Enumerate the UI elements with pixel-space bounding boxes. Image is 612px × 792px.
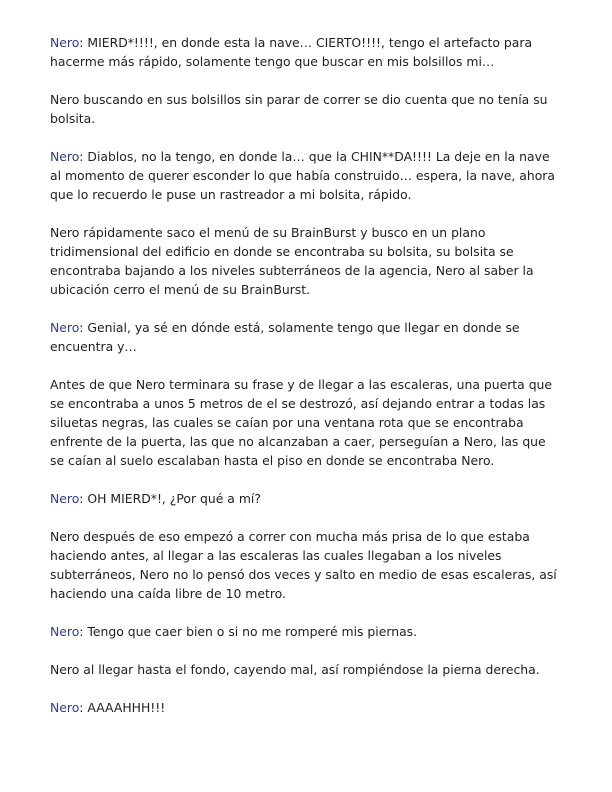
paragraph-text: Antes de que Nero terminara su frase y de llegar a las escaleras, una puerta que se encontraba a unos 5 metros de el se destrozó, así dejando entrar a todas las siluetas negras, las cuales se caían por una ventana rota que se encontraba enfrente de la puerta, las que no alcanzaban a caer, perseguían a Nero, las que se caían al suelo escalaban hasta el piso en donde se encontraba Nero.: [50, 377, 553, 468]
paragraph-1: [50, 33, 562, 71]
document-page: [50, 33, 562, 736]
paragraph-2: [50, 90, 562, 128]
paragraph-text: : Genial, ya sé en dónde está, solamente tengo que llegar en donde se encuentra y…: [50, 320, 520, 354]
speaker-name: Nero: [50, 149, 80, 164]
paragraph-7: [50, 489, 562, 508]
paragraph-4: [50, 223, 562, 299]
paragraph-6: [50, 375, 562, 470]
speaker-name: Nero: [50, 35, 80, 50]
paragraph-text: : OH MIERD*!, ¿Por qué a mí?: [79, 491, 261, 506]
paragraph-10: [50, 660, 562, 679]
paragraph-text: : AAAAHHH!!!: [79, 700, 166, 715]
paragraph-8: [50, 527, 562, 603]
speaker-name: Nero: [50, 624, 80, 639]
speaker-name: Nero: [50, 491, 80, 506]
paragraph-3: [50, 147, 562, 204]
paragraph-text: Nero buscando en sus bolsillos sin parar de correr se dio cuenta que no tenía su bolsita.: [50, 92, 548, 126]
paragraph-text: : Tengo que caer bien o si no me romperé mis piernas.: [79, 624, 418, 639]
speaker-name: Nero: [50, 320, 80, 335]
paragraph-5: [50, 318, 562, 356]
paragraph-text: Nero rápidamente saco el menú de su BrainBurst y busco en un plano tridimensional del edificio en donde se encontraba su bolsita, su bolsita se encontraba bajando a los niveles subterráneos de la agencia, Nero al saber la ubicación cerro el menú de su BrainBurst.: [50, 225, 534, 297]
paragraph-9: [50, 622, 562, 641]
speaker-name: Nero: [50, 700, 80, 715]
paragraph-text: Nero después de eso empezó a correr con mucha más prisa de lo que estaba haciendo antes, al llegar a las escaleras las cuales llegaban a los niveles subterráneos, Nero no lo pensó dos veces y salto en medio de esas escaleras, así haciendo una caída libre de 10 metro.: [50, 529, 557, 601]
paragraph-text: : MIERD*!!!!, en donde esta la nave… CIERTO!!!!, tengo el artefacto para hacerme más rápido, solamente tengo que buscar en mis bolsillos mi…: [50, 35, 533, 69]
paragraph-text: : Diablos, no la tengo, en donde la… que la CHIN**DA!!!! La deje en la nave al momento de querer esconder lo que había construido… espera, la nave, ahora que lo recuerdo le puse un rastreador a mi bolsita, rápido.: [50, 149, 555, 202]
paragraph-11: [50, 698, 562, 717]
paragraph-text: Nero al llegar hasta el fondo, cayendo mal, así rompiéndose la pierna derecha.: [50, 662, 540, 677]
